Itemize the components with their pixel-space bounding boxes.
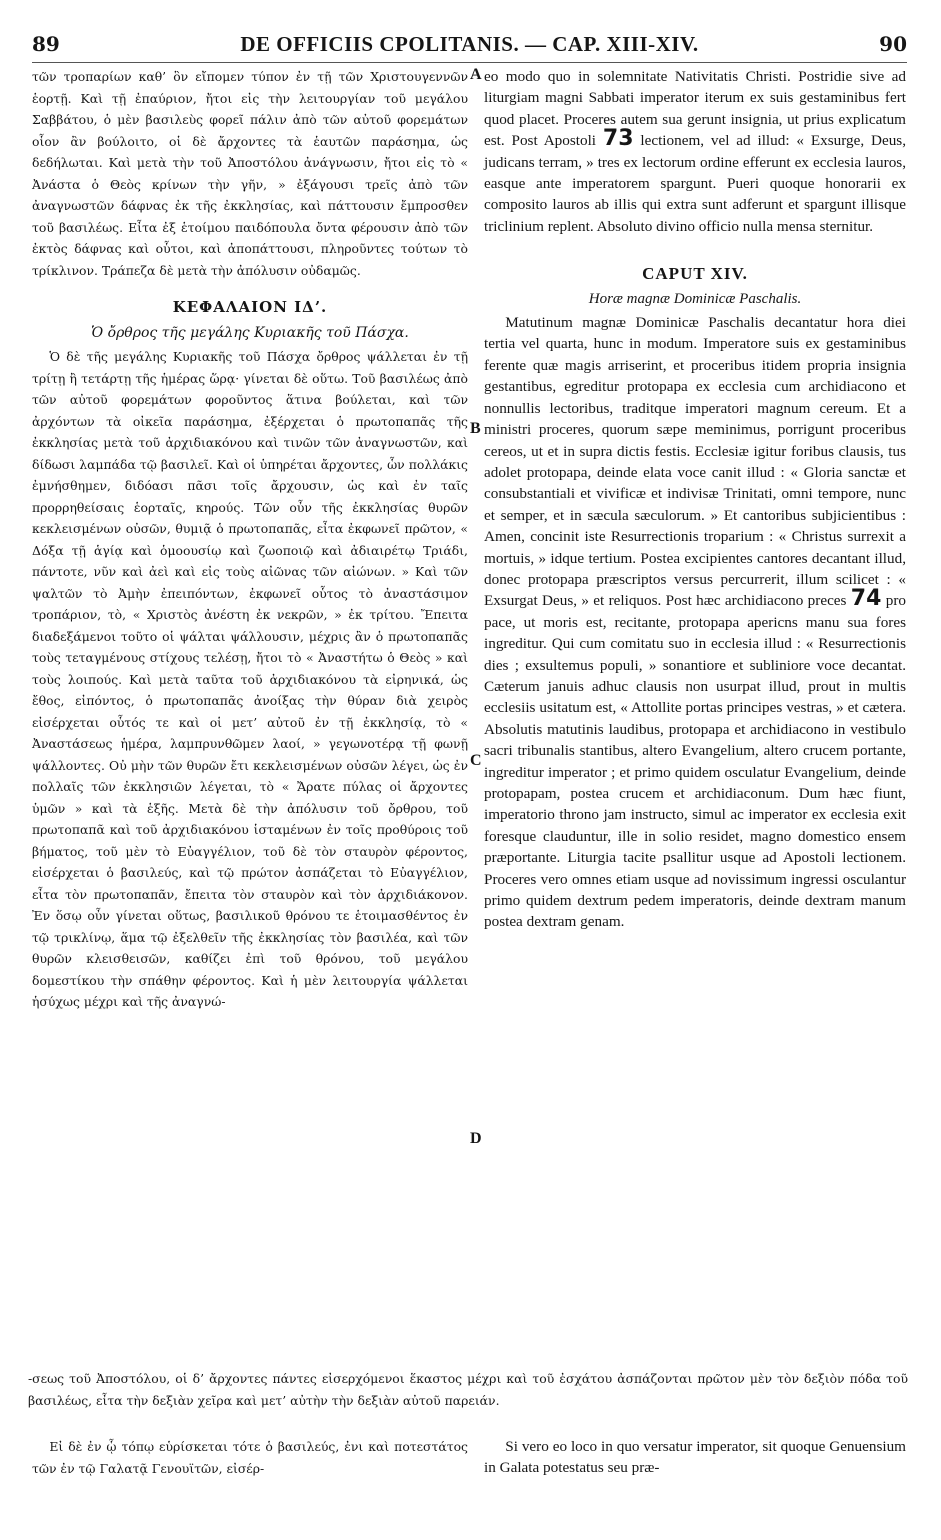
column-number-74: 74 bbox=[850, 586, 882, 612]
margin-marker-a: A bbox=[470, 66, 482, 83]
greek-paragraph-1: τῶν τροπαρίων καθ’ ὃν εἴπομεν τύπον ἐν τῇ τῶν Χριστουγεννῶν ἑορτῇ. Καὶ τῇ ἐπαύριον, ἤτοι εἰς τὴν λειτουργίαν τοῦ μεγάλου Σαββάτου, ὁ μὲν βασιλεὺς φορεῖ πάλιν ἀπὸ τῶν αὐτοῦ φορεμάτων οἷον ἂν βούλοιτο, οἱ δὲ ἄρχοντες τὰ ἑαυτῶν παράσημα, ὡς δεδήλωται. Καὶ μετὰ τὴν τοῦ Ἀποστόλου ἀνάγνωσιν, ἤτοι εἰς τὸ « Ἀνάστα ὁ Θεὸς κρίνων τὴν γῆν, » ἐξάγουσι τρεῖς ἀπὸ τῶν ἀναγνωστῶν δάφνας ἐκ τῆς ἐκκλησίας, καὶ πάττουσιν ἔμπροσθεν τοῦ βασιλέως. Εἶτα ἐξ ἑτοίμου παιδόπουλα ὄντα φέρουσιν ἀπὸ τῶν ἐκτὸς δάφνας καὶ οὗτοι, καὶ ἀποπάττουσι, πληροῦντες τούτων τὸ τρίκλινον. Τράπεζα δὲ μετὰ τὴν ἀπόλυσιν οὐδαμῶς. bbox=[32, 69, 468, 278]
latin-paragraph-1-cont: lectionem, vel ad illud: « Exsurge, Deus, judicans terram, » tres ex lectorum ordine efferunt ex ecclesia lauros, easque ante imperatorem spargunt. Pueri quoque honorarii ex composito lauros ab illis qui extra sunt adferunt et spargunt illisque triclinium replent. Absoluto divino officio nulla mensa sternitur. bbox=[484, 132, 907, 235]
page-number-right: 90 bbox=[879, 32, 907, 56]
margin-marker-b: B bbox=[470, 420, 481, 437]
column-number-73: 73 bbox=[602, 126, 634, 152]
latin-column bbox=[484, 66, 906, 933]
margin-marker-d: D bbox=[470, 1130, 482, 1147]
running-header bbox=[32, 22, 907, 63]
greek-chapter-subtitle: Ὁ ὄρθρος τῆς μεγάλης Κυριακῆς τοῦ Πάσχα. bbox=[91, 324, 409, 341]
latin-paragraph-3: Si vero eo loco in quo versatur imperator, sit quoque Genuensium in Galata potestatus seu præ- bbox=[484, 1438, 906, 1477]
latin-chapter-subtitle: Horæ magnæ Dominicæ Paschalis. bbox=[588, 290, 802, 307]
latin-paragraph-2-cont: pro pace, ut moris est, recitante, protopapa apericns manu sua fores ingreditur. Qui cum comitatu suo in ecclesia illud : « Resurrectionis dies ; exsultemus populi, » sonantiore et subliniore voce decantat. Cæterum januis adhuc clausis non usurpat illud, prout in multis ecclesiis usitatum est, « Attollite portas principes vestras, » et cætera. Absolutis matutinis laudibus, protopapa et archidiacono in vestibulo sacri tribunalis stantibus, altero Evangelium, altero crucem portante, ingreditur imperator ; et primo quidem osculatur Evangelium, deinde protopapam, postea crucem et archidiaconum. Dum hæc fiunt, imperatorio throno jam instructo, simul ac imperator ex ecclesia exit foresque clauduntur, ille in solio residet, magno domestico ensem præportante. Liturgia tacite psallitur usque ad Apostoli lectionem. Proceres vero omnes etiam usque ad novissimum ingressi osculantur primo quidem dextrum pedem imperatoris, deinde dextram manum postea dextram genam. bbox=[484, 592, 906, 931]
greek-chapter-title: ΚΕΦΑΛΑΙΟΝ ΙΔ’. bbox=[172, 298, 328, 316]
latin-chapter-title: CAPUT XIV. bbox=[642, 264, 748, 284]
page-number-left: 89 bbox=[32, 32, 60, 56]
margin-marker-c: C bbox=[470, 752, 482, 769]
latin-paragraph-2: Matutinum magnæ Dominicæ Paschalis decantatur hora diei tertia vel quarta, hunc in modum. Imperatore suis ex gestaminibus ferente quæ magis arriserint, et proceribus itidem propria insignia gestantibus, egreditur protopapa ex ecclesia cum archidiacono et nonnullis lectoribus, traditque imperatori magnum cereum. Et a ministri proceres, quorum sæpe meminimus, porrigunt proceribus cereos, ut et in supra dictis festis. Ecclesiæ igitur foribus clausis, tus adolet protopapa, deinde elata voce canit illud : « Gloria sanctæ et consubstantiali et vivificæ et indivisæ Trinitati, omni tempore, nunc et semper, et in sæcula sæculorum. » Et cantoribus subjicientibus : Amen, concinit iste Resurrectionis troparium : « Christus surrexit a mortuis, » idque tertium. Postea excipientes cantores decantant illud, donec protopapa præscriptos versus percurrerit, illum scilicet : « Exsurgat Deus, » et reliquos. Post hæc archidiacono preces bbox=[484, 314, 906, 610]
greek-column bbox=[32, 66, 468, 1013]
greek-paragraph-2-continuation: -σεως τοῦ Ἀποστόλου, οἱ δ’ ἄρχοντες πάντες εἰσερχόμενοι ἕκαστος μέχρι καὶ τοῦ ἐσχάτου ἀσπάζονται πρῶτον μὲν τὸν δεξιὸν πόδα τοῦ βασιλέως, εἶτα τὴν δεξιὰν χεῖρα καὶ μετ’ αὐτὴν τὴν δεξιὰν αὐτοῦ παρειάν. bbox=[28, 1371, 908, 1408]
latin-paragraph-1: eo modo quo in solemnitate Nativitatis Christi. Postridie sive ad liturgiam magni Sabbati imperator iterum ex suis gestaminibus fert quod placet. Proceres autem sua gerunt insignia, ut prius explicatum est. Post Apostoli bbox=[484, 68, 906, 150]
greek-paragraph-3: Εἰ δὲ ἐν ᾧ τόπῳ εὑρίσκεται τότε ὁ βασιλεύς, ἐνι καὶ ποτεστάτος τῶν ἐν τῷ Γαλατᾷ Γενουϊτῶν, εἰσέρ- bbox=[32, 1439, 468, 1476]
greek-paragraph-2: Ὁ δὲ τῆς μεγάλης Κυριακῆς τοῦ Πάσχα ὄρθρος ψάλλεται ἐν τῇ τρίτῃ ἢ τετάρτῃ τῆς ἡμέρας ὥρᾳ· γίνεται δὲ οὕτω. Τοῦ βασιλέως ἀπὸ τῶν αὐτοῦ φορεμάτων φοροῦντος ἅτινα βούλεται, καὶ τῶν ἀρχόντων τὰ οἰκεῖα παράσημα, ἐξέρχεται ὁ πρωτοπαπᾶς τῆς ἐκκλησίας μετὰ τοῦ ἀρχιδιακόνου καὶ τινῶν τῶν ἀναγνωστῶν, καὶ δίδωσι λαμπάδα τῷ βασιλεῖ. Καὶ οἱ ὑπηρέται ἄρχοντες, ὧν πολλάκις ἐμνήσθημεν, διδόασι πᾶσι τοῖς ἄρχουσιν, ὡς καὶ ἐν ταῖς προρρηθείσαις ἑορταῖς, κηρούς. Τῶν οὖν τῆς ἐκκλησίας θυρῶν κεκλεισμένων οὐσῶν, θυμιᾷ ὁ πρωτοπαπᾶς, εἶτα ἐκφωνεῖ πρῶτον, « Δόξα τῇ ἁγίᾳ καὶ ὁμοουσίῳ καὶ ζωοποιῷ καὶ ἀδιαιρέτῳ Τριάδι, πάντοτε, νῦν καὶ ἀεὶ καὶ εἰς τοὺς αἰῶνας τῶν αἰώνων. » Καὶ τῶν ψαλτῶν τὸ Ἀμὴν ἐπειπόντων, ἐκφωνεῖ οὗτος τὸ ἀναστάσιμον τροπάριον, τὸ, « Χριστὸς ἀνέστη ἐκ νεκρῶν, » ἐκ τρίτου. Ἔπειτα διαδεξάμενοι τοῦτο οἱ ψάλται ψάλλουσιν, μέχρις ἂν ὁ πρωτοπαπᾶς τοὺς τεταγμένους στίχους τελέσῃ, ἤτοι τὸ « Ἀναστήτω ὁ Θεὸς » καὶ τοὺς λοιπούς. Καὶ μετὰ ταῦτα τοῦ ἀρχιδιακόνου τὰ εἰρηνικά, ὡς ἔθος, εἰπόντος, ὁ πρωτοπαπᾶς ἀνοίξας τὴν θύραν διὰ χειρὸς εἰσέρχεται οὗτός τε καὶ οἱ μετ’ αὐτοῦ ἐν τῇ ἐκκλησίᾳ, τὸ « Ἀναστάσεως ἡμέρα, λαμπρυνθῶμεν λαοί, » γεγωνοτέρᾳ τῇ φωνῇ ψάλλοντες. Οὐ μὴν τῶν θυρῶν ἔτι κεκλεισμένων οὐσῶν λέγει, ὡς ἐν πολλαῖς τῶν ἐκκλησιῶν λέγεται, τὸ « Ἄρατε πύλας οἱ ἄρχοντες ὑμῶν » καὶ τὰ ἑξῆς. Μετὰ δὲ τὴν ἀπόλυσιν τοῦ ὄρθρου, τοῦ πρωτοπαπᾶ καὶ τοῦ ἀρχιδιακόνου ἱσταμένων ἐν τοῖς προθύροις τοῦ βήματος, τοῦ μὲν τὸ Εὐαγγέλιον, τοῦ δὲ τὸν σταυρὸν φέροντος, εἰσέρχεται ὁ βασιλεύς, καὶ τῷ πρώτον ἀσπάζεται τὸ Εὐαγγέλιον, εἶτα τὸν πρωτοπαπᾶν, ἔπειτα τὸν σταυρὸν καὶ τὸν ἀρχιδιάκονον. Ἐν ὅσῳ οὖν γίνεται οὕτως, βασιλικοῦ θρόνου τε ἑτοιμασθέντος ἐν τῷ τρικλίνῳ, ἅμα τῷ ἐξελθεῖν τῆς ἐκκλησίας τὸν βασιλέα, καὶ τῶν θυρῶν κλεισθεισῶν, καθίζει ἐπὶ τοῦ θρόνου, τοῦ μεγάλου δομεστίκου τὴν σπάθην φέροντος. Καὶ ἡ μὲν λειτουργία ψάλλεται ἡσύχως μέχρι καὶ τῆς ἀναγνώ- bbox=[32, 349, 468, 1009]
running-title: DE OFFICIIS CPOLITANIS. — CAP. XIII-XIV. bbox=[240, 32, 699, 56]
